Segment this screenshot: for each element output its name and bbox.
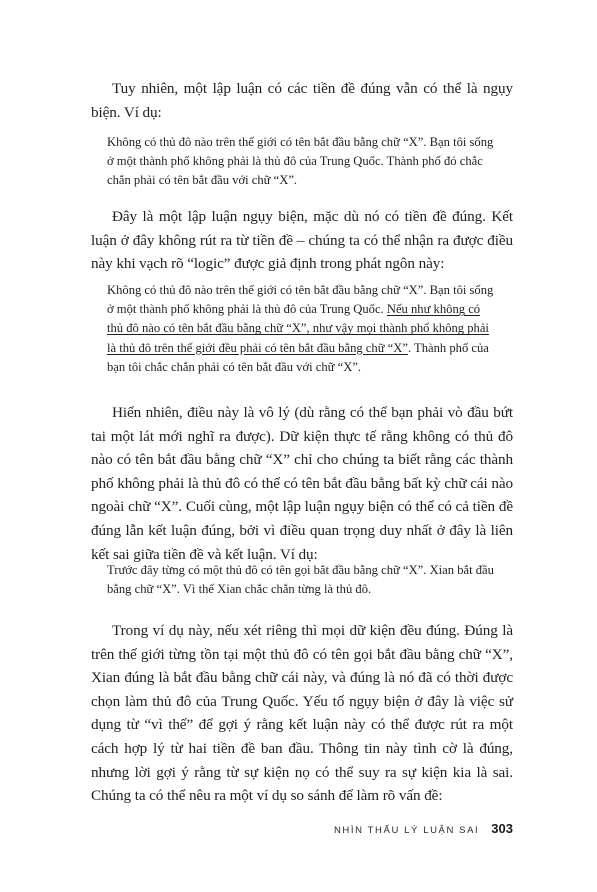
quote-2-text-before: Không có thủ đô nào trên thế giới có tên bắt đầu bằng chữ “X”. Bạn tôi sống ở một thành phố không phải là thủ đô của Trung Quốc.	[107, 283, 494, 317]
paragraph-4: Trong ví dụ này, nếu xét riêng thì mọi dữ kiện đều đúng. Đúng là trên thế giới từng tồn tại một thủ đô có tên gọi bắt đầu bằng chữ “X”, Xian đúng là bắt đầu bằng chữ cái này, và đúng là nó đã có thời được chọn làm thủ đô của Trung Quốc. Yếu tố ngụy biện ở đây là việc sử dụng từ “vì thế” để gợi ý rằng kết luận này có thể được rút ra một cách hợp lý từ hai tiền đề ban đầu. Thông tin này tình cờ là đúng, nhưng lời gợi ý rằng từ sự kiện nọ có thể suy ra sự kiện kia là sai. Chúng ta có thể nêu ra một ví dụ so sánh để làm rõ vấn đề:	[91, 622, 513, 805]
page-footer	[334, 821, 513, 836]
quote-2-underlined-text: Nếu như không có thủ đô nào có tên bắt đầu bằng chữ “X”, như vậy mọi thành phố không phải là thủ đô trên thế giới đều phải có tên bắt đầu bằng chữ “X”	[107, 302, 489, 355]
paragraph-1: Tuy nhiên, một lập luận có các tiền đề đúng vẫn có thể là ngụy biện. Ví dụ:	[91, 80, 513, 121]
quote-example-2	[107, 281, 497, 377]
page-number: 303	[491, 821, 513, 836]
quote-example-3: Trước đây từng có một thủ đô có tên gọi bắt đầu bằng chữ “X”. Xian bắt đầu bằng chữ “X”. Vì thế Xian chắc chắn từng là thủ đô.	[107, 563, 494, 597]
quote-example-1: Không có thủ đô nào trên thế giới có tên bắt đầu bằng chữ “X”. Bạn tôi sống ở một thành phố không phải là thủ đô của Trung Quốc. Thành phố đó chắc chắn phải có tên bắt đầu với chữ “X”.	[107, 135, 494, 188]
paragraph-3: Hiển nhiên, điều này là vô lý (dù rằng có thể bạn phải vò đầu bứt tai một lát mới nghĩ ra được). Dữ kiện thực tế rằng không có thủ đô nào có tên bắt đầu bằng chữ “X” chỉ cho chúng ta biết rằng các thành phố không phải là thủ đô có thể có tên bắt đầu bằng bất kỳ chữ cái nào ngoài chữ “X”. Cuối cùng, một lập luận ngụy biện có thể có cả tiền đề đúng lẫn kết luận đúng, bởi vì điều quan trọng duy nhất ở đây là liên kết sai giữa tiền đề và kết luận. Ví dụ:	[91, 404, 513, 563]
paragraph-2: Đây là một lập luận ngụy biện, mặc dù nó có tiền đề đúng. Kết luận ở đây không rút ra từ tiền đề – chúng ta có thể nhận ra được điều này khi vạch rõ “logic” được giả định trong phát ngôn này:	[91, 208, 513, 273]
running-title: NHÌN THẤU LÝ LUẬN SAI	[333, 825, 480, 836]
quote-2-text-after: . Thành phố của bạn tôi chắc chắn phải có tên bắt đầu với chữ “X”.	[107, 340, 489, 374]
